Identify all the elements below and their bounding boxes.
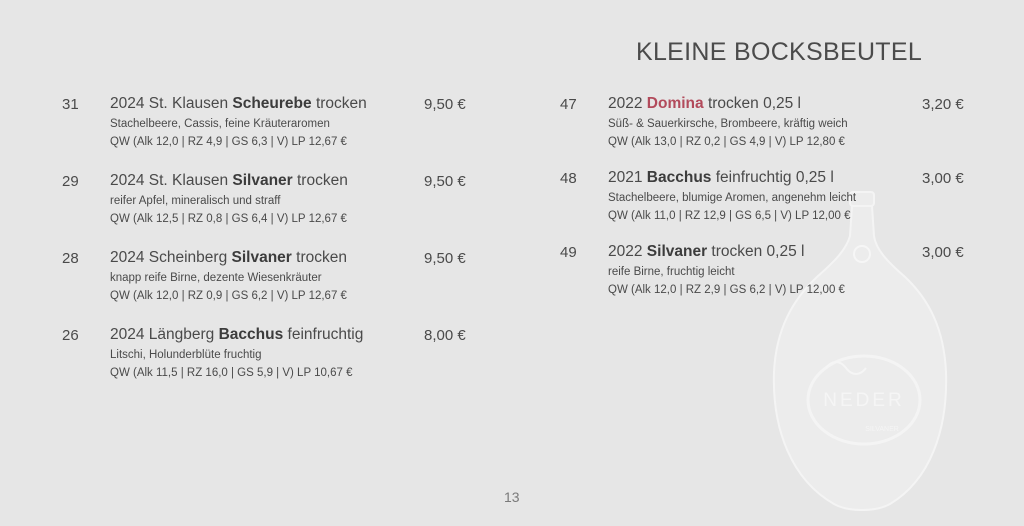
wine-suffix: feinfruchtig: [283, 326, 364, 343]
wine-price: 9,50 €: [424, 173, 466, 190]
wine-prefix: 2024 St. Klausen: [110, 95, 233, 112]
wine-suffix: trocken 0,25 l: [707, 243, 805, 260]
wine-specs: QW (Alk 12,5 | RZ 0,8 | GS 6,4 | V) LP 12,67 €: [110, 213, 347, 225]
wine-list-left: [0, 94, 480, 402]
wine-specs: QW (Alk 12,0 | RZ 0,9 | GS 6,2 | V) LP 12,67 €: [110, 290, 347, 302]
wine-description: reife Birne, fruchtig leicht: [608, 266, 735, 278]
wine-grape: Bacchus: [646, 169, 712, 186]
wine-entry: [540, 94, 980, 168]
wine-description: Stachelbeere, blumige Aromen, angenehm leicht: [608, 192, 857, 204]
page-number: 13: [504, 489, 520, 505]
wine-description: knapp reife Birne, dezente Wiesenkräuter: [110, 272, 322, 284]
wine-number: 48: [560, 170, 577, 187]
wine-specs: QW (Alk 11,5 | RZ 16,0 | GS 5,9 | V) LP 10,67 €: [110, 367, 353, 379]
wine-description: Litschi, Holunderblüte fruchtig: [110, 349, 262, 361]
wine-number: 47: [560, 96, 577, 113]
wine-title: [110, 326, 363, 344]
wine-prefix: 2022: [608, 95, 647, 112]
wine-suffix: trocken: [291, 249, 347, 266]
wine-title: [608, 169, 834, 187]
wine-list-right: [540, 94, 980, 316]
wine-title: [608, 243, 804, 261]
wine-grape: Silvaner: [232, 172, 293, 189]
wine-description: Stachelbeere, Cassis, feine Kräuteraromen: [110, 118, 330, 130]
wine-suffix: feinfruchtig 0,25 l: [711, 169, 834, 186]
wine-description: reifer Apfel, mineralisch und straff: [110, 195, 281, 207]
wine-specs: QW (Alk 11,0 | RZ 12,9 | GS 6,5 | V) LP 12,00 €: [608, 210, 851, 222]
wine-entry: [540, 242, 980, 316]
wine-suffix: trocken: [292, 172, 348, 189]
wine-prefix: 2024 Längberg: [110, 326, 219, 343]
wine-price: 9,50 €: [424, 250, 466, 267]
page-title: KLEINE BOCKSBEUTEL: [636, 38, 923, 66]
wine-price: 3,00 €: [922, 170, 964, 187]
wine-description: Süß- & Sauerkirsche, Brombeere, kräftig weich: [608, 118, 848, 130]
wine-prefix: 2024 St. Klausen: [110, 172, 233, 189]
wine-entry: [0, 325, 480, 402]
wine-entry: [0, 94, 480, 171]
wine-suffix: trocken 0,25 l: [703, 95, 801, 112]
wine-title: [608, 95, 801, 113]
wine-entry: [540, 168, 980, 242]
bottle-brand-text: NEDER: [823, 390, 905, 411]
wine-grape: Bacchus: [218, 326, 284, 343]
wine-specs: QW (Alk 13,0 | RZ 0,2 | GS 4,9 | V) LP 12,80 €: [608, 136, 845, 148]
wine-title: [110, 249, 347, 267]
wine-number: 49: [560, 244, 577, 261]
wine-grape: Silvaner: [231, 249, 292, 266]
wine-prefix: 2022: [608, 243, 647, 260]
wine-entry: [0, 171, 480, 248]
wine-title: [110, 95, 367, 113]
wine-price: 8,00 €: [424, 327, 466, 344]
wine-suffix: trocken: [311, 95, 367, 112]
wine-grape: Domina: [646, 95, 704, 112]
wine-number: 31: [62, 96, 79, 113]
wine-number: 28: [62, 250, 79, 267]
wine-grape: Silvaner: [646, 243, 708, 260]
wine-price: 3,20 €: [922, 96, 964, 113]
wine-price: 9,50 €: [424, 96, 466, 113]
wine-number: 29: [62, 173, 79, 190]
wine-title: [110, 172, 348, 190]
wine-specs: QW (Alk 12,0 | RZ 2,9 | GS 6,2 | V) LP 12,00 €: [608, 284, 845, 296]
wine-grape: Scheurebe: [232, 95, 312, 112]
wine-prefix: 2021: [608, 169, 647, 186]
wine-specs: QW (Alk 12,0 | RZ 4,9 | GS 6,3 | V) LP 12,67 €: [110, 136, 347, 148]
wine-number: 26: [62, 327, 79, 344]
wine-prefix: 2024 Scheinberg: [110, 249, 232, 266]
wine-entry: [0, 248, 480, 325]
bottle-variety-text: SILVANER: [865, 426, 899, 433]
wine-price: 3,00 €: [922, 244, 964, 261]
